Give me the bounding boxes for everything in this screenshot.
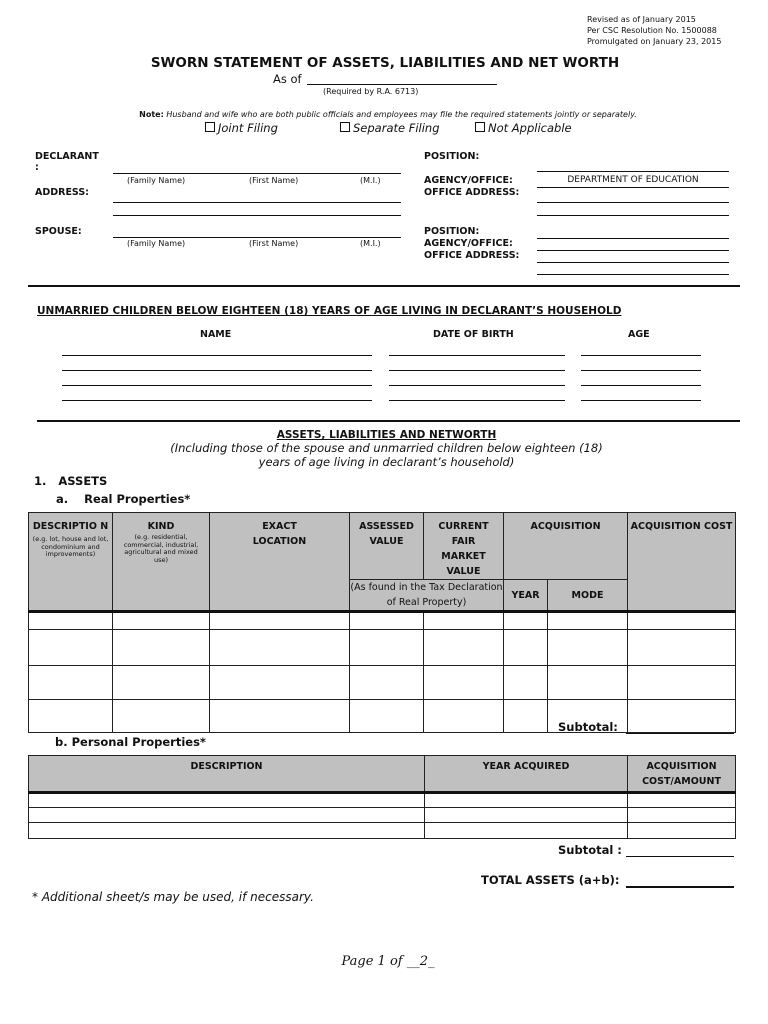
required-note: (Required by R.A. 6713): [323, 87, 419, 96]
agency-value: DEPARTMENT OF EDUCATION: [567, 175, 699, 185]
table-cell[interactable]: [29, 823, 425, 839]
revised-date: Revised as of January 2015: [587, 15, 696, 24]
table-cell[interactable]: [425, 793, 628, 808]
checkbox-icon[interactable]: [205, 122, 215, 132]
child-dob-field[interactable]: [389, 385, 565, 386]
table-cell[interactable]: [425, 823, 628, 839]
declarant-label: DECLARANT: [35, 151, 99, 162]
real-properties-heading: a. Real Properties*: [56, 492, 191, 506]
real-subtotal-label: Subtotal:: [558, 720, 618, 734]
office-address-field-2[interactable]: [537, 215, 729, 216]
real-subtotal-field[interactable]: [626, 733, 734, 734]
promulgated-date: Promulgated on January 23, 2015: [587, 37, 722, 46]
checkbox-icon[interactable]: [475, 122, 485, 132]
spouse-office-field-1[interactable]: [537, 262, 729, 263]
page-number: Page 1 of __2_: [341, 954, 435, 969]
spouse-agency-label: AGENCY/OFFICE:: [424, 238, 513, 249]
child-age-field[interactable]: [581, 355, 701, 356]
children-col-age: AGE: [628, 329, 650, 340]
personal-subtotal-field[interactable]: [626, 856, 734, 857]
table-cell[interactable]: [424, 666, 504, 700]
agency-label: AGENCY/OFFICE:: [424, 175, 513, 186]
office-address-label: OFFICE ADDRESS:: [424, 187, 520, 198]
col-year: YEAR: [504, 580, 548, 612]
address-field-2[interactable]: [113, 215, 401, 216]
table-cell[interactable]: [350, 666, 424, 700]
first-name-caption: (First Name): [249, 176, 299, 185]
personal-properties-heading: b. Personal Properties*: [55, 735, 206, 749]
agency-field[interactable]: [537, 187, 729, 188]
child-dob-field[interactable]: [389, 355, 565, 356]
table-cell[interactable]: [350, 700, 424, 733]
table-cell[interactable]: [548, 666, 628, 700]
table-cell[interactable]: [29, 700, 113, 733]
filing-na-label: Not Applicable: [488, 121, 572, 135]
col-description: [29, 513, 113, 612]
assets-heading: 1. ASSETS: [34, 474, 108, 488]
child-age-field[interactable]: [581, 385, 701, 386]
spouse-position-label: POSITION:: [424, 226, 480, 237]
table-cell[interactable]: [350, 612, 424, 630]
declarant-name-field[interactable]: [113, 173, 401, 174]
spouse-family-caption: (Family Name): [127, 239, 186, 248]
alnw-subtitle-1: (Including those of the spouse and unmarried children below eighteen (18): [170, 441, 603, 455]
spouse-office-address-label: OFFICE ADDRESS:: [424, 250, 520, 261]
section-divider: [28, 285, 740, 287]
address-field-1[interactable]: [113, 202, 401, 203]
table-cell[interactable]: [628, 808, 736, 823]
spouse-name-field[interactable]: [113, 237, 401, 238]
table-cell[interactable]: [210, 612, 350, 630]
note: [0, 110, 768, 119]
alnw-subtitle-2: years of age living in declarant’s household): [258, 455, 515, 469]
section-divider: [37, 420, 740, 422]
col-assessed: ASSESSED VALUE: [350, 513, 424, 580]
children-col-dob: DATE OF BIRTH: [433, 329, 514, 340]
table-cell[interactable]: [628, 793, 736, 808]
table-cell[interactable]: [504, 700, 548, 733]
spouse-position-field[interactable]: [537, 238, 729, 239]
total-assets-label: TOTAL ASSETS (a+b):: [481, 873, 620, 887]
filing-separate[interactable]: [340, 121, 440, 135]
spouse-first-caption: (First Name): [249, 239, 299, 248]
table-cell[interactable]: [548, 612, 628, 630]
table-cell[interactable]: [113, 666, 210, 700]
table-cell[interactable]: [504, 612, 548, 630]
table-cell[interactable]: [29, 793, 425, 808]
table-cell[interactable]: [628, 612, 736, 630]
child-name-field[interactable]: [62, 400, 372, 401]
csc-resolution: Per CSC Resolution No. 1500088: [587, 26, 717, 35]
filing-separate-label: Separate Filing: [353, 121, 440, 135]
col-acquisition: ACQUISITION: [504, 513, 628, 580]
col-personal-acq-cost: ACQUISITION COST/AMOUNT: [628, 756, 736, 793]
alnw-heading: ASSETS, LIABILITIES AND NETWORTH: [276, 429, 497, 441]
real-properties-table: [28, 512, 736, 733]
filing-joint[interactable]: [205, 121, 278, 135]
position-field[interactable]: [537, 171, 729, 172]
col-fair-market: CURRENT FAIR MARKET VALUE: [424, 513, 504, 580]
table-cell[interactable]: [210, 630, 350, 666]
table-cell[interactable]: [425, 808, 628, 823]
spouse-agency-field[interactable]: [537, 250, 729, 251]
child-name-field[interactable]: [62, 370, 372, 371]
table-cell[interactable]: [29, 808, 425, 823]
table-cell[interactable]: [210, 666, 350, 700]
table-cell[interactable]: [210, 700, 350, 733]
note-text: Husband and wife who are both public officials and employees may file the required statements jointly or separately.: [166, 110, 637, 119]
mi-caption: (M.I.): [360, 176, 381, 185]
col-acq-cost: ACQUISITION COST: [628, 513, 736, 612]
revision-info: [587, 14, 721, 47]
table-cell[interactable]: [424, 700, 504, 733]
child-name-field[interactable]: [62, 385, 372, 386]
table-cell[interactable]: [548, 630, 628, 666]
table-cell[interactable]: [424, 612, 504, 630]
family-name-caption: (Family Name): [127, 176, 186, 185]
personal-subtotal-label: Subtotal :: [558, 843, 622, 857]
table-cell[interactable]: [628, 823, 736, 839]
table-cell[interactable]: [424, 630, 504, 666]
col-location: EXACT LOCATION: [210, 513, 350, 612]
col-description-label: DESCRIPTIO N: [32, 521, 109, 532]
table-cell[interactable]: [113, 630, 210, 666]
spouse-mi-caption: (M.I.): [360, 239, 381, 248]
table-cell[interactable]: [628, 700, 736, 733]
table-cell[interactable]: [628, 630, 736, 666]
note-label: Note:: [139, 110, 164, 119]
declarant-colon: :: [35, 162, 39, 173]
office-address-field-1[interactable]: [537, 202, 729, 203]
position-label: POSITION:: [424, 151, 480, 162]
filing-joint-label: Joint Filing: [218, 121, 278, 135]
child-dob-field[interactable]: [389, 370, 565, 371]
child-name-field[interactable]: [62, 355, 372, 356]
table-cell[interactable]: [113, 700, 210, 733]
col-kind: [113, 513, 210, 612]
table-cell[interactable]: [29, 666, 113, 700]
table-cell[interactable]: [504, 666, 548, 700]
children-heading: UNMARRIED CHILDREN BELOW EIGHTEEN (18) YEARS OF AGE LIVING IN DECLARANT’S HOUSEHOLD: [37, 305, 622, 317]
col-kind-label: KIND: [147, 521, 175, 532]
fmv-note: (As found in the Tax Declaration of Real Property): [350, 580, 504, 612]
table-cell[interactable]: [504, 630, 548, 666]
child-age-field[interactable]: [581, 370, 701, 371]
table-cell[interactable]: [628, 666, 736, 700]
table-cell[interactable]: [29, 612, 113, 630]
filing-not-applicable[interactable]: [475, 121, 572, 135]
table-cell[interactable]: [29, 630, 113, 666]
child-dob-field[interactable]: [389, 400, 565, 401]
child-age-field[interactable]: [581, 400, 701, 401]
spouse-label: SPOUSE:: [35, 226, 82, 237]
as-of-label: As of: [273, 72, 302, 86]
additional-sheets-note: * Additional sheet/s may be used, if necessary.: [32, 890, 314, 904]
col-description-note: (e.g. lot, house and lot, condominium and improvements): [32, 535, 109, 558]
col-personal-description: DESCRIPTION: [29, 756, 425, 793]
table-cell[interactable]: [350, 630, 424, 666]
total-assets-field[interactable]: [626, 886, 734, 888]
spouse-office-field-2[interactable]: [537, 274, 729, 275]
col-kind-note: (e.g. residential, commercial, industrial, agricultural and mixed use): [123, 533, 199, 564]
table-cell[interactable]: [113, 612, 210, 630]
col-year-acquired: YEAR ACQUIRED: [425, 756, 628, 793]
personal-properties-table: [28, 755, 736, 839]
address-label: ADDRESS:: [35, 187, 89, 198]
checkbox-icon[interactable]: [340, 122, 350, 132]
page-title: SWORN STATEMENT OF ASSETS, LIABILITIES AND NET WORTH: [150, 55, 620, 71]
col-mode: MODE: [548, 580, 628, 612]
as-of-field[interactable]: [307, 84, 497, 85]
children-col-name: NAME: [200, 329, 232, 340]
